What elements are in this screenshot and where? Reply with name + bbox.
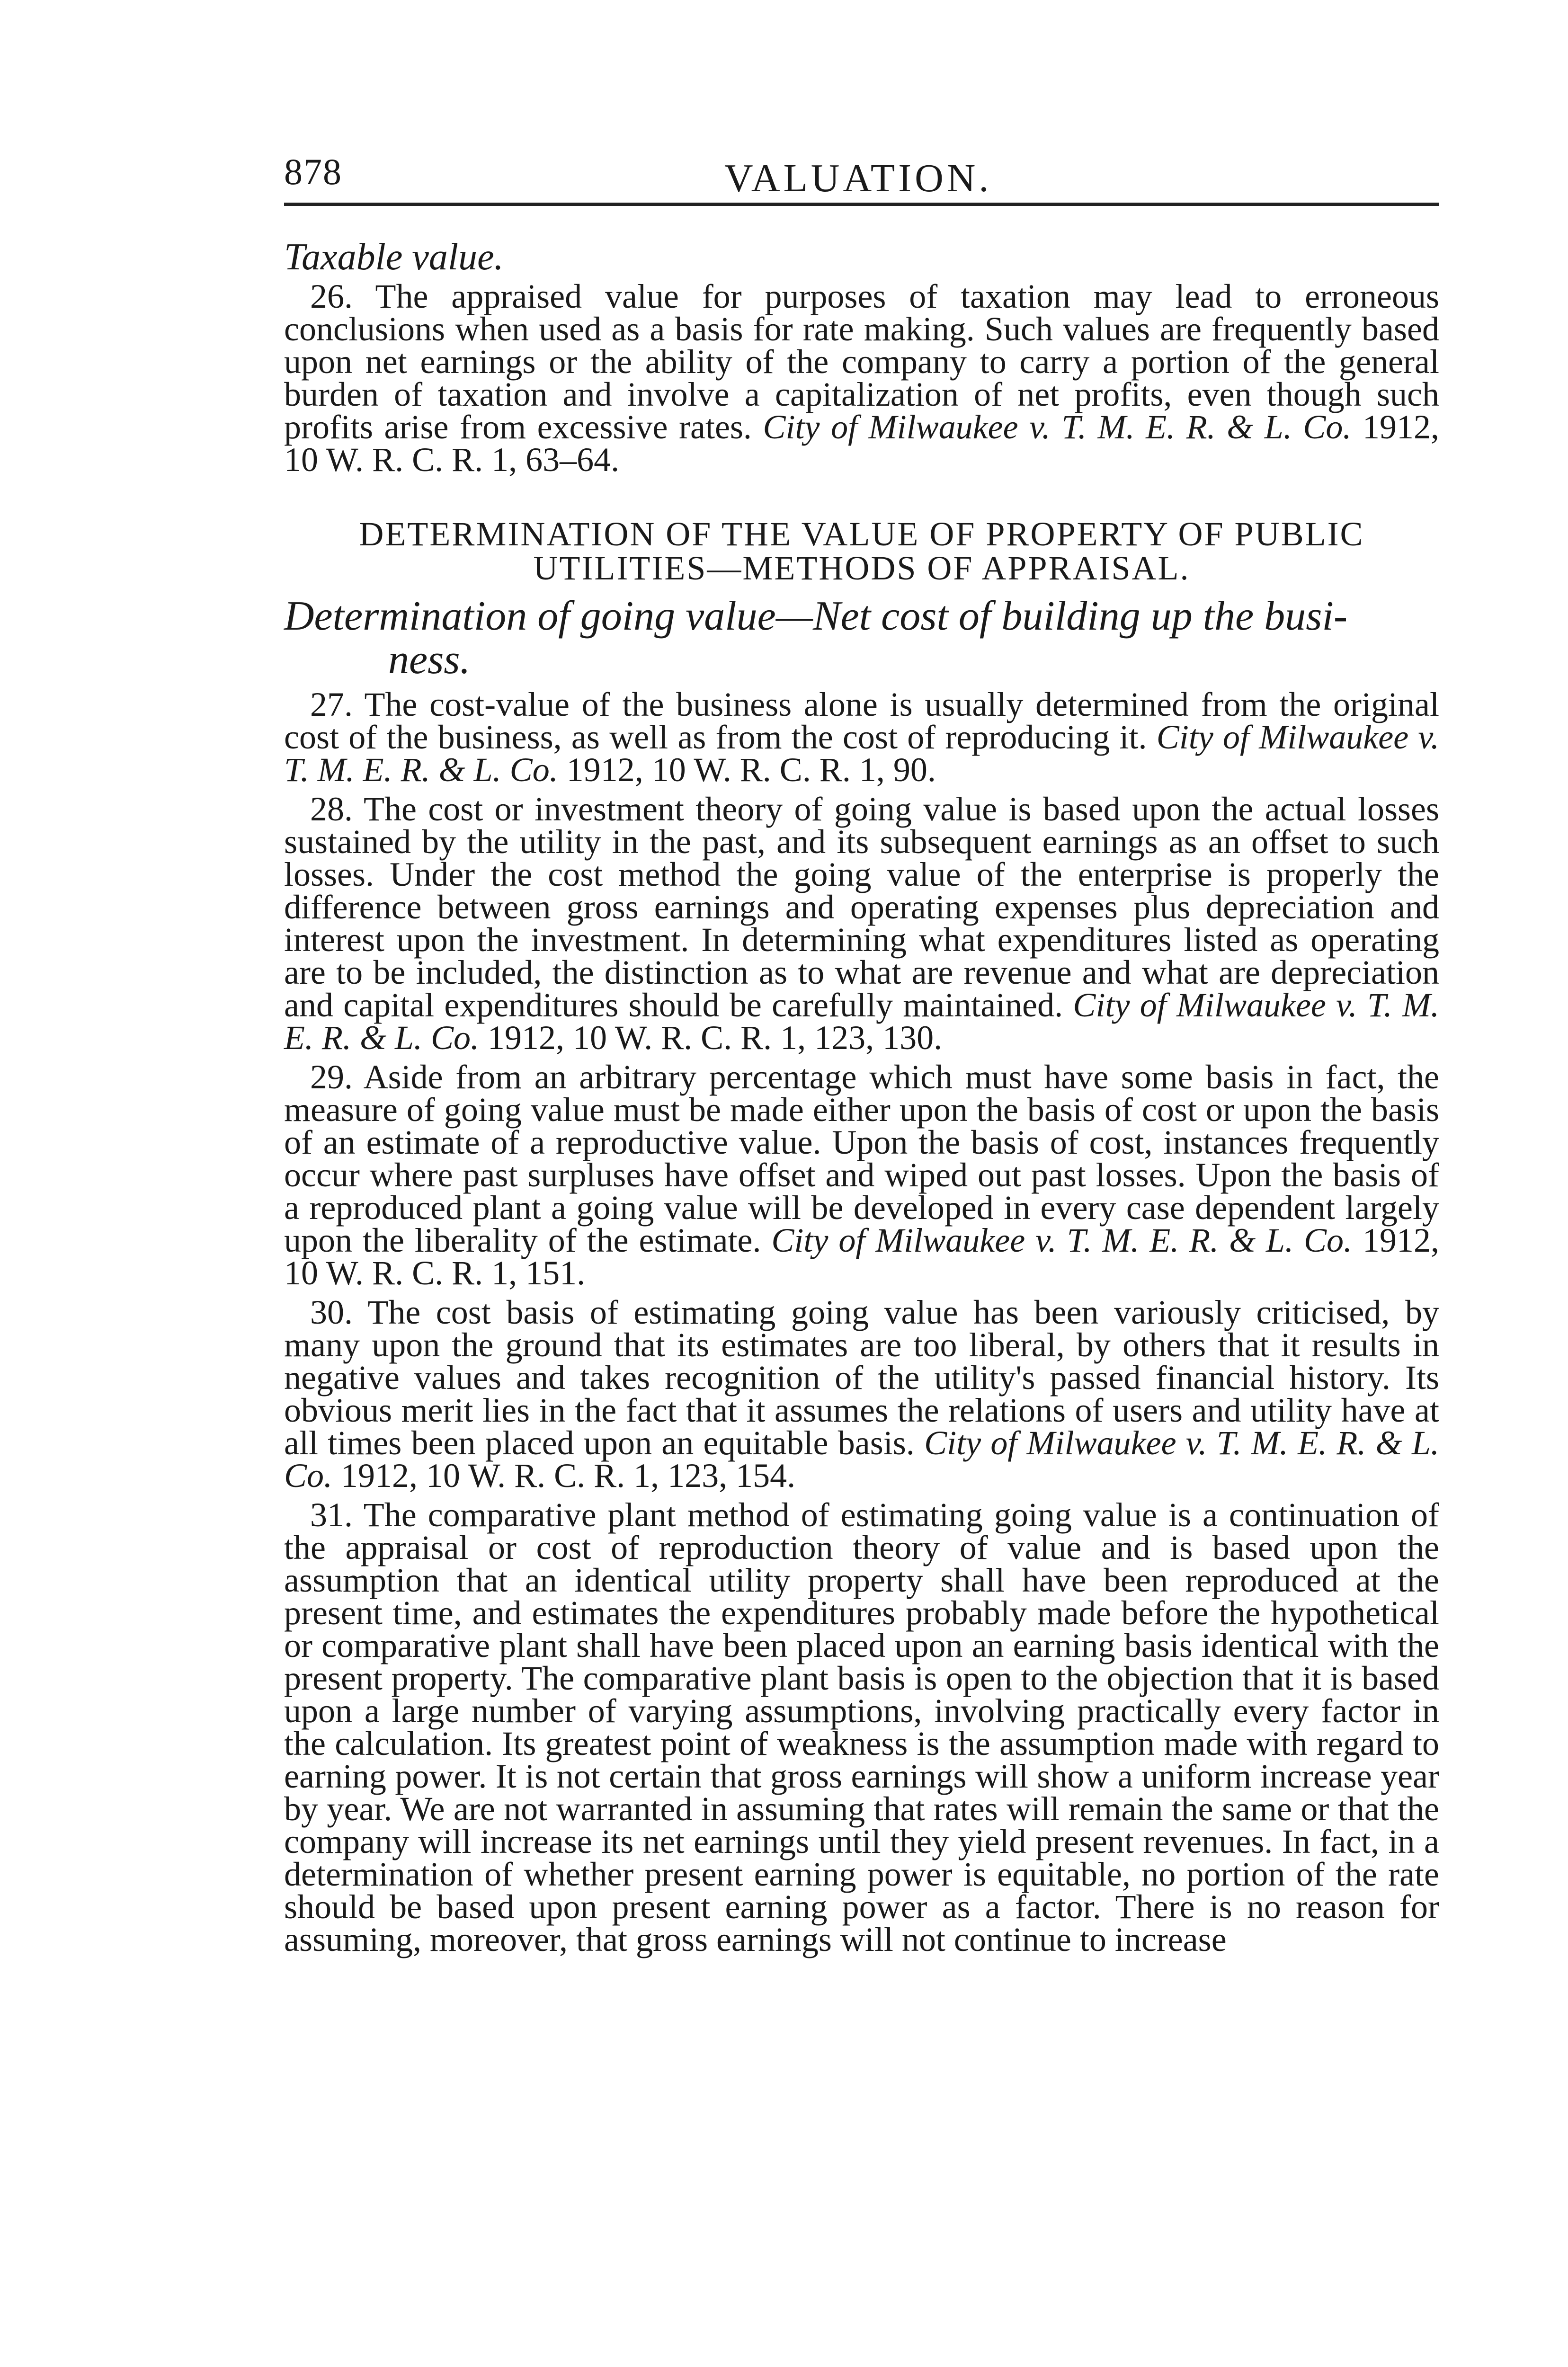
paragraph-31 bbox=[284, 1496, 1440, 1958]
page-header bbox=[284, 151, 1439, 206]
citation-reference: 1912, 10 W. R. C. R. 1, 123, 130. bbox=[488, 1019, 943, 1057]
page-number: 878 bbox=[284, 151, 342, 192]
section-title-line: UTILITIES—METHODS OF APPRAISAL. bbox=[533, 549, 1190, 587]
paragraph-text: The comparative plant method of estimating going value is a continuation of the appraisal or cost of reproduction theory of value and is based upon the assumption that an identical utility property shall have been reproduced at the present time, and estimates the expenditures probably made before the hypothetical or comparative plant shall have been placed upon an earning basis identical with the present property. The comparative plant basis is open to the objection that it is based upon a large number of varying assumptions, involving practically every factor in the calculation. Its greatest point of weakness is the assumption made with regard to earning power. It is not certain that gross earnings will show a uniform increase year by year. We are not warranted in assuming that rates will remain the same or that the company will increase its net earnings until they yield present revenues. In fact, in a determination of whether present earning power is equitable, no portion of the rate should be based upon present earning power as a factor. There is no reason for assuming, moreover, that gross earnings will not continue to increase bbox=[284, 1496, 1440, 1958]
paragraph-number: 28. bbox=[310, 790, 353, 828]
case-citation: City of Milwaukee v. T. M. E. R. & L. Co. bbox=[763, 408, 1352, 446]
subheading-line: ness. bbox=[388, 637, 471, 683]
citation-reference: 1912, 10 W. R. C. R. 1, 123, 154. bbox=[341, 1457, 796, 1495]
subheading-going-value bbox=[284, 595, 1439, 682]
paragraph-number: 27. bbox=[310, 685, 353, 723]
citation-reference: 1912, 10 W. R. C. R. 1, 151. bbox=[284, 1221, 1440, 1292]
paragraph-29 bbox=[284, 1058, 1440, 1292]
paragraph-text: The cost or investment theory of going value is based upon the actual losses sustained by the utility in the past, and its subsequent earnings as an offset to such losses. Under the cost method the going value of the enterprise is properly the difference between gross earnings and operating expenses plus depreciation and interest upon the investment. In determining what expenditures listed as operating are to be included, the distinction as to what are revenue and what are depreciation and capital expenditures should be carefully maintained. bbox=[284, 790, 1439, 1024]
paragraph-text: The appraised value for purposes of taxation may lead to erroneous conclusions when used as a basis for rate making. Such values are frequently based upon net earnings or the ability of the company to carry a portion of the general burden of taxation and involve a capitalization of net profits, even though such profits arise from excessive rates. bbox=[284, 277, 1439, 446]
paragraph-28 bbox=[284, 790, 1440, 1057]
paragraph-30 bbox=[284, 1293, 1440, 1495]
case-citation: City of Milwaukee v. T. M. E. R. & L. Co. bbox=[284, 986, 1440, 1057]
paragraph-number: 31. bbox=[310, 1496, 353, 1534]
citation-reference: 1912, 10 W. R. C. R. 1, 90. bbox=[566, 751, 936, 789]
case-citation: City of Milwaukee v. T. M. E. R. & L. Co. bbox=[284, 718, 1440, 789]
paragraph-number: 26. bbox=[310, 277, 353, 315]
paragraph-text: The cost basis of estimating going value has been variously criticised, by many upon the ground that its estimates are too liberal, by others that it results in negative values and takes recognition of the utility's passed financial history. Its obvious merit lies in the fact that it assumes the relations of users and utility have at all times been placed upon an equitable basis. bbox=[284, 1293, 1439, 1462]
subheading-line: Determination of going value—Net cost of building up the busi- bbox=[284, 593, 1348, 639]
paragraph-number: 30. bbox=[310, 1293, 353, 1331]
paragraph-text: The cost-value of the business alone is usually determined from the original cost of the business, as well as from the cost of reproducing it. bbox=[284, 685, 1440, 756]
page-body bbox=[284, 237, 1439, 1963]
running-head: VALUATION. bbox=[724, 156, 992, 200]
paragraph-26 bbox=[284, 277, 1440, 479]
case-citation: City of Milwaukee v. T. M. E. R. & L. Co. bbox=[771, 1221, 1353, 1259]
paragraph-number: 29. bbox=[310, 1058, 353, 1096]
subheading-taxable-value: Taxable value. bbox=[284, 236, 504, 278]
paragraph-27 bbox=[284, 685, 1440, 789]
section-title-line: DETERMINATION OF THE VALUE OF PROPERTY OF PUBLIC bbox=[359, 515, 1364, 553]
paragraph-text: Aside from an arbitrary percentage which must have some basis in fact, the measure of going value must be made either upon the basis of cost or upon the basis of an estimate of a reproductive value. Upon the basis of cost, instances frequently occur where past surpluses have offset and wiped out past losses. Upon the basis of a reproduced plant a going value will be developed in every case dependent largely upon the liberality of the estimate. bbox=[284, 1058, 1439, 1259]
citation-reference: 1912, 10 W. R. C. R. 1, 63–64. bbox=[284, 408, 1440, 479]
case-citation: City of Milwaukee v. T. M. E. R. & L. Co. bbox=[284, 1424, 1440, 1495]
section-title bbox=[284, 517, 1439, 585]
